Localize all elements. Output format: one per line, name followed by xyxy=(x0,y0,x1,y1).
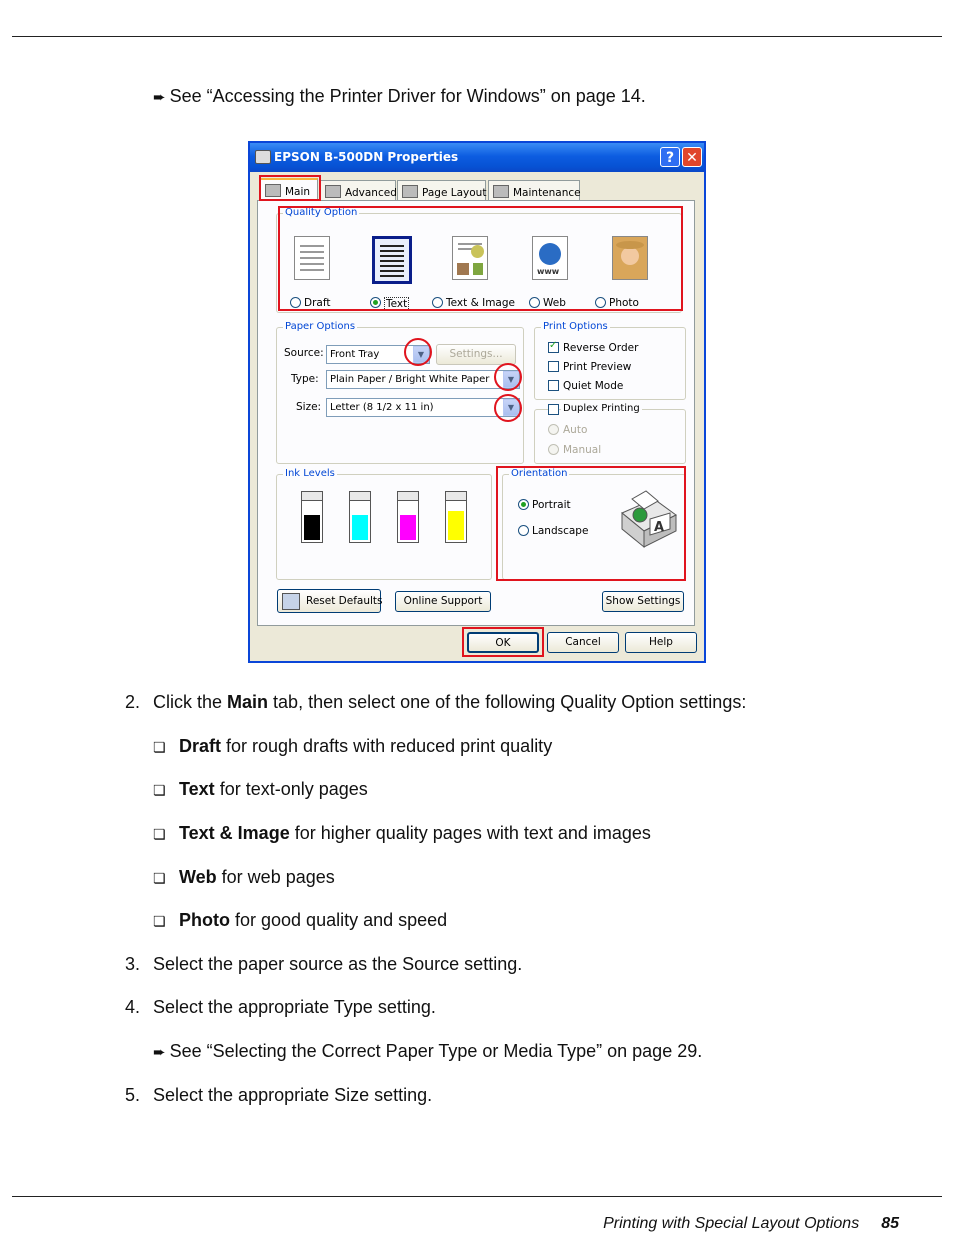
cancel-button[interactable]: Cancel xyxy=(547,632,619,653)
step-5: 5. Select the appropriate Size setting. xyxy=(125,1085,433,1105)
duplex-auto-radio[interactable] xyxy=(548,424,559,435)
reset-defaults-button[interactable]: Reset Defaults xyxy=(277,589,381,613)
printer-icon xyxy=(255,150,271,164)
print-preview-label: Print Preview xyxy=(563,361,632,373)
highlight-source-arrow xyxy=(404,338,432,366)
chevron-down-icon[interactable]: ▼ xyxy=(503,399,519,416)
highlight-type-arrow xyxy=(494,363,522,391)
duplex-manual-radio[interactable] xyxy=(548,444,559,455)
highlight-main-tab xyxy=(259,175,321,201)
arrow-icon: ➨ xyxy=(153,88,166,106)
reference-paper-type: ➨ See “Selecting the Correct Paper Type or Media Type” on page 29. xyxy=(153,1041,703,1061)
orientation-label: Orientation xyxy=(511,468,568,479)
chevron-down-icon[interactable]: ▼ xyxy=(503,371,519,388)
text-image-label: Text & Image xyxy=(446,297,515,309)
bullet-draft: ❏ Draft for rough drafts with reduced print quality xyxy=(153,736,553,756)
checkbox-bullet-icon: ❏ xyxy=(153,827,166,843)
quiet-mode-label: Quiet Mode xyxy=(563,380,624,392)
reverse-order-label: Reverse Order xyxy=(563,342,639,354)
bottom-rule xyxy=(12,1196,942,1197)
web-label: Web xyxy=(543,297,566,309)
paper-options-group xyxy=(276,321,524,464)
portrait-label: Portrait xyxy=(532,499,571,511)
checkbox-bullet-icon: ❏ xyxy=(153,783,166,799)
ink-levels-group xyxy=(276,468,492,580)
highlight-size-arrow xyxy=(494,394,522,422)
landscape-label: Landscape xyxy=(532,525,589,537)
bullet-text: ❏ Text for text-only pages xyxy=(153,779,368,799)
highlight-ok-button xyxy=(462,627,544,657)
yellow-ink-icon xyxy=(445,491,467,543)
black-ink-icon xyxy=(301,491,323,543)
duplex-printing-label: Duplex Printing xyxy=(563,403,640,414)
bullet-text-image: ❏ Text & Image for higher quality pages with text and images xyxy=(153,823,651,843)
source-label: Source: xyxy=(284,347,324,359)
size-label: Size: xyxy=(296,401,322,413)
tab-maintenance[interactable]: Maintenance xyxy=(488,180,580,200)
tab-main[interactable]: Main xyxy=(260,178,318,201)
page-layout-icon xyxy=(402,185,418,198)
advanced-icon xyxy=(325,185,341,198)
quality-option-label: Quality Option xyxy=(285,207,358,218)
help-icon[interactable]: ? xyxy=(660,147,680,167)
reset-icon xyxy=(282,593,300,610)
checkbox-bullet-icon: ❏ xyxy=(153,871,166,887)
close-icon[interactable]: ✕ xyxy=(682,147,702,167)
text-label: Text xyxy=(386,298,408,310)
show-settings-button[interactable]: Show Settings xyxy=(602,591,684,612)
bullet-photo: ❏ Photo for good quality and speed xyxy=(153,910,448,930)
maintenance-icon xyxy=(493,185,509,198)
tab-advanced[interactable]: Advanced xyxy=(320,180,396,200)
page-footer xyxy=(603,1215,899,1233)
highlight-orientation xyxy=(496,466,686,581)
step-3: 3. Select the paper source as the Source setting. xyxy=(125,954,523,974)
bullet-web: ❏ Web for web pages xyxy=(153,867,335,887)
type-select[interactable]: Plain Paper / Bright White Paper ▼ xyxy=(326,370,520,389)
reverse-order-checkbox[interactable] xyxy=(548,342,559,353)
checkbox-bullet-icon: ❏ xyxy=(153,740,166,756)
duplex-printing-checkbox[interactable] xyxy=(548,404,559,415)
checkbox-bullet-icon: ❏ xyxy=(153,914,166,930)
dialog-titlebar xyxy=(250,143,704,172)
settings-button[interactable]: Settings... xyxy=(436,344,516,365)
tab-page-layout[interactable]: Page Layout xyxy=(397,180,486,200)
type-label: Type: xyxy=(291,373,319,385)
draft-label: Draft xyxy=(304,297,331,309)
footer-title: Printing with Special Layout Options xyxy=(603,1215,860,1232)
print-options-group xyxy=(534,321,686,400)
magenta-ink-icon xyxy=(397,491,419,543)
arrow-icon: ➨ xyxy=(153,1043,166,1061)
reference-accessing-driver: ➨ See “Accessing the Printer Driver for Windows” on page 14. xyxy=(153,86,646,106)
photo-label: Photo xyxy=(609,297,639,309)
step-2: 2. Click the Main tab, then select one of the following Quality Option settings: xyxy=(125,692,747,712)
svg-text:A: A xyxy=(654,520,665,535)
ink-levels-label: Ink Levels xyxy=(285,468,335,479)
step-4: 4. Select the appropriate Type setting. xyxy=(125,997,436,1017)
size-select[interactable]: Letter (8 1/2 x 11 in) ▼ xyxy=(326,398,520,417)
www-icon: www xyxy=(537,267,560,276)
quiet-mode-checkbox[interactable] xyxy=(548,380,559,391)
print-options-label: Print Options xyxy=(543,321,608,332)
ok-button[interactable]: OK xyxy=(467,632,539,653)
print-preview-checkbox[interactable] xyxy=(548,361,559,372)
page-number: 85 xyxy=(881,1215,899,1232)
chevron-down-icon[interactable]: ▼ xyxy=(413,346,429,363)
source-select[interactable]: Front Tray ▼ xyxy=(326,345,430,364)
top-rule xyxy=(12,36,942,37)
duplex-manual-label: Manual xyxy=(563,444,602,456)
paper-options-label: Paper Options xyxy=(285,321,356,332)
dialog-title: EPSON B-500DN Properties xyxy=(274,150,459,164)
online-support-button[interactable]: Online Support xyxy=(395,591,491,612)
printer-properties-dialog xyxy=(248,141,706,663)
help-button[interactable]: Help xyxy=(625,632,697,653)
cyan-ink-icon xyxy=(349,491,371,543)
duplex-auto-label: Auto xyxy=(563,424,588,436)
highlight-quality-option xyxy=(278,206,683,311)
duplex-printing-group xyxy=(534,403,686,464)
